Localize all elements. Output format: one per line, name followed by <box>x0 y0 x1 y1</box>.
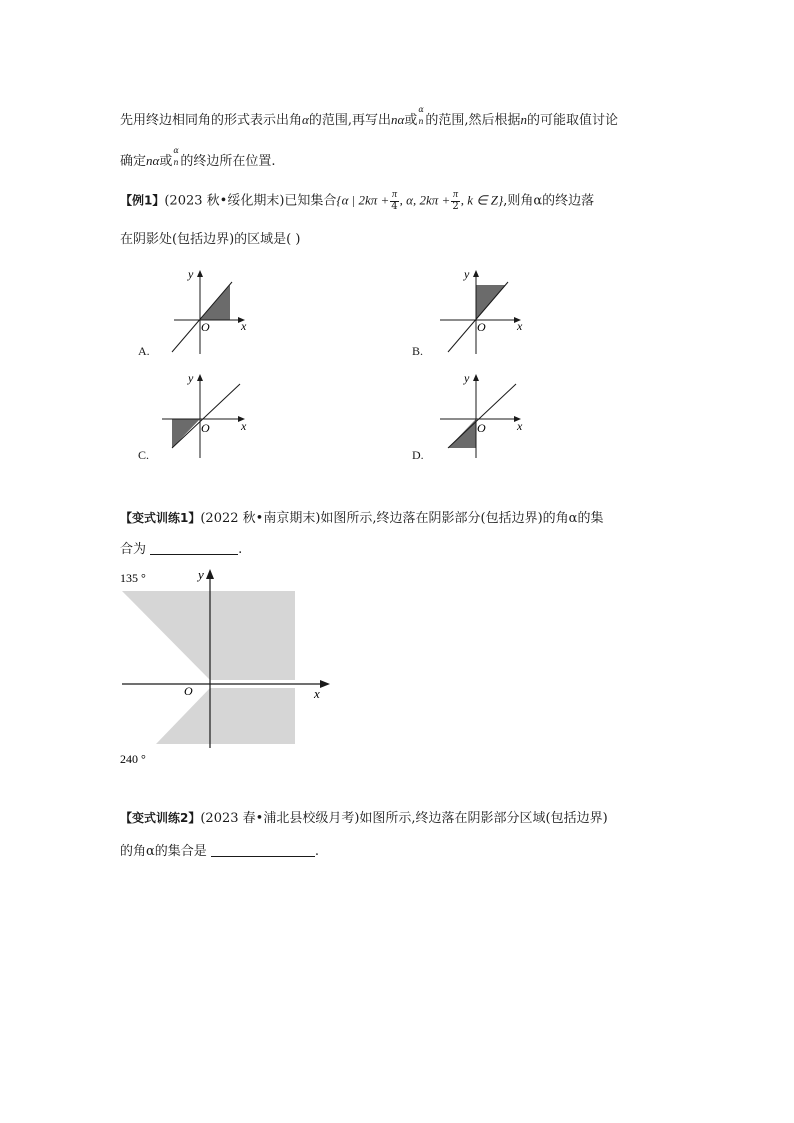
intro-text-b: 的范围,再写出 <box>308 113 391 128</box>
variant1-end: . <box>238 542 243 557</box>
option-d-x-label: x <box>517 419 523 433</box>
variant1-line2-text: 合为 <box>120 542 147 557</box>
variant2-text: (2023 春•浦北县校级月考)如图所示,终边落在阴影部分区域(包括边界) <box>200 811 608 826</box>
option-c-diagonal <box>172 384 240 448</box>
or-text-2: 或 <box>159 154 173 169</box>
alpha-over-n <box>417 105 425 126</box>
lower-shaded-region <box>156 688 295 744</box>
upper-shaded-region <box>122 591 295 680</box>
pi-over-2 <box>451 190 459 212</box>
set-open: {α | 2kπ + <box>336 192 390 208</box>
variant1-origin: O <box>184 684 193 698</box>
variant1-y-label: y <box>198 567 204 582</box>
four-den: 4 <box>391 200 398 212</box>
option-a-y-label: y <box>188 268 194 281</box>
two-den: 2 <box>452 200 459 212</box>
variant1-tag: 【变式训练1】 <box>120 511 201 525</box>
option-d-y-label: y <box>464 372 470 385</box>
option-c-origin: O <box>201 421 210 435</box>
set-mid: , α, 2kπ + <box>399 192 451 208</box>
option-a-y-arrow <box>197 270 203 277</box>
option-b-graph <box>436 268 536 358</box>
intro-text-f: 的终边所在位置. <box>180 154 276 169</box>
option-a-x-label: x <box>241 319 247 333</box>
variant1-text: (2022 秋•南京期末)如图所示,终边落在阴影部分(包括边界)的角α的集 <box>200 511 604 526</box>
n-alpha-symbol-2: nα <box>146 153 160 168</box>
variant1-x-arrow <box>320 680 330 688</box>
variant2-line-2 <box>120 845 319 858</box>
or-text: 或 <box>404 113 418 128</box>
option-b-label[interactable]: B. <box>412 344 424 358</box>
pi-num: π <box>391 189 397 200</box>
variant1-line-1 <box>120 512 603 525</box>
n-symbol: n <box>520 112 527 127</box>
option-b-origin: O <box>477 320 486 334</box>
option-d-origin: O <box>477 421 486 435</box>
set-close: , k ∈ Z} <box>460 192 504 208</box>
option-c-y-arrow <box>197 374 203 381</box>
example1-line-2: 在阴影处(包括边界)的区域是( ) <box>120 232 301 247</box>
frac-top-2: α <box>173 146 179 155</box>
angle-135-label: 135 ° <box>120 571 146 585</box>
option-c-graph <box>160 372 260 462</box>
frac-top: α <box>418 105 424 114</box>
variant1-x-label: x <box>314 686 320 701</box>
example1-tag: 【例1】 <box>120 193 165 208</box>
alpha-symbol: α <box>302 112 309 127</box>
pi-over-4 <box>390 190 398 212</box>
intro-line-2 <box>120 146 276 169</box>
frac-bottom-2: n <box>173 158 179 167</box>
option-d-graph <box>436 372 536 462</box>
intro-text-c: 的范围,然后根据 <box>425 113 521 128</box>
option-b-y-arrow <box>473 270 479 277</box>
example1-line-1 <box>120 190 594 212</box>
intro-text-e: 确定 <box>120 154 147 169</box>
intro-line-1 <box>120 105 618 128</box>
option-c-y-label: y <box>188 372 194 385</box>
example1-source: (2023 秋•绥化期末)已知集合 <box>164 193 337 209</box>
variant2-line-1 <box>120 812 608 825</box>
option-d-label[interactable]: D. <box>412 448 424 462</box>
option-a-origin: O <box>201 320 210 334</box>
option-d-y-arrow <box>473 374 479 381</box>
n-alpha-symbol: nα <box>390 112 405 127</box>
intro-text-a: 先用终边相同角的形式表示出角 <box>120 113 303 128</box>
option-d-diagonal <box>448 384 516 448</box>
example1-text-end: ,则角α的终边落 <box>503 193 595 209</box>
option-a-label[interactable]: A. <box>138 344 150 358</box>
variant1-line-2 <box>120 543 242 556</box>
variant1-y-arrow <box>206 569 214 579</box>
option-c-label[interactable]: C. <box>138 448 150 462</box>
angle-240-label: 240 ° <box>120 752 146 766</box>
option-a-graph <box>160 268 260 358</box>
variant2-answer-blank[interactable] <box>211 856 315 857</box>
variant2-tag: 【变式训练2】 <box>120 811 201 825</box>
pi-num-2: π <box>452 189 458 200</box>
alpha-over-n-2 <box>172 146 180 167</box>
intro-text-d: 的可能取值讨论 <box>526 113 618 128</box>
frac-bottom: n <box>418 117 424 126</box>
option-c-x-label: x <box>241 419 247 433</box>
variant1-graph <box>114 566 344 776</box>
option-b-x-label: x <box>517 319 523 333</box>
option-b-y-label: y <box>464 268 470 281</box>
variant2-line2-text: 的角α的集合是 <box>120 844 207 859</box>
variant2-end: . <box>314 844 320 859</box>
variant1-answer-blank[interactable] <box>150 554 238 555</box>
